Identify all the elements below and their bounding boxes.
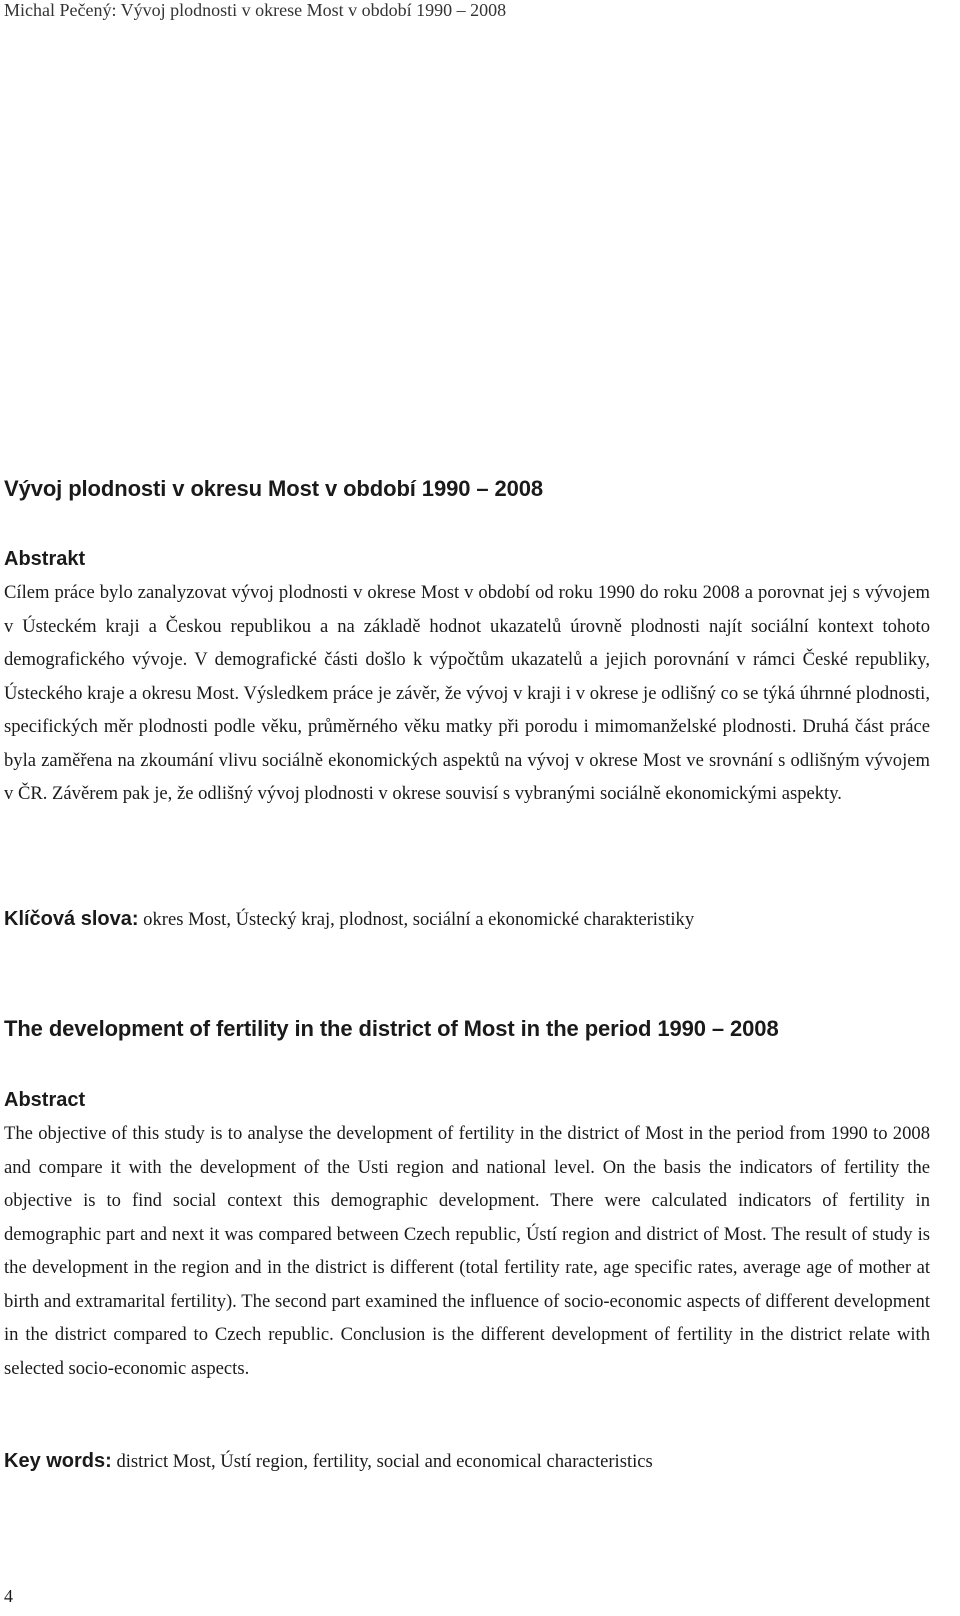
english-abstract-heading: Abstract — [4, 1089, 86, 1111]
english-title-block — [4, 1014, 930, 1044]
english-keywords — [4, 1448, 930, 1475]
english-keywords-text: district Most, Ústí region, fertility, social and economical characteristics — [116, 1451, 653, 1472]
english-abstract-text: The objective of this study is to analyse the development of fertility in the district of Most in the period from 1990 to 2008 and compare it with the development of the Usti region and national level. On the basis the indicators of fertility the objective is to find social context this demographic development. There were calculated indicators of fertility in demographic part and next it was compared between Czech republic, Ústí region and district of Most. The result of study is the development in the region and in the district is different (total fertility rate, age specific rates, average age of mother at birth and extramarital fertility). The second part examined the influence of socio-economic aspects of different development in the district compared to Czech republic. Conclusion is the different development of fertility in the district relate with selected socio-economic aspects. — [4, 1123, 930, 1379]
english-abstract-heading-block — [4, 1087, 930, 1113]
english-abstract-block — [4, 1117, 930, 1385]
czech-title: Vývoj plodnosti v okresu Most v období 1990 – 2008 — [4, 476, 544, 501]
czech-keywords-text: okres Most, Ústecký kraj, plodnost, sociální a ekonomické charakteristiky — [143, 909, 695, 930]
czech-abstract-heading: Abstrakt — [4, 548, 86, 570]
czech-keywords — [4, 906, 930, 933]
running-header: Michal Pečený: Vývoj plodnosti v okrese Most v období 1990 – 2008 — [4, 0, 507, 20]
czech-abstract-text: Cílem práce bylo zanalyzovat vývoj plodnosti v okrese Most v období od roku 1990 do roku 2008 a porovnat jej s vývojem v Ústeckém kraji a Českou republikou a na základě hodnot ukazatelů úrovně plodnosti najít sociální kontext tohoto demografického vývoje. V demografické části došlo k výpočtům ukazatelů a jejich porovnání v rámci České republiky, Ústeckého kraje a okresu Most. Výsledkem práce je závěr, že vývoj v kraji i v okrese je odlišný co se týká úhrnné plodnosti, specifických měr plodnosti podle věku, průměrného věku matky při porodu i mimomanželské plodnosti. Druhá část práce byla zaměřena na zkoumání vlivu sociálně ekonomických aspektů na vývoj v okrese Most ve srovnání s odlišným vývojem v ČR. Závěrem pak je, že odlišný vývoj plodnosti v okrese souvisí s vybranými sociálně ekonomickými aspekty. — [4, 582, 930, 804]
page-number: 4 — [4, 1586, 13, 1606]
english-title: The development of fertility in the district of Most in the period 1990 – 2008 — [4, 1016, 779, 1041]
english-keywords-label: Key words: — [4, 1450, 112, 1472]
czech-keywords-label: Klíčová slova: — [4, 908, 139, 930]
czech-title-block — [4, 474, 930, 504]
czech-abstract-heading-block — [4, 546, 930, 572]
czech-abstract-block — [4, 576, 930, 811]
